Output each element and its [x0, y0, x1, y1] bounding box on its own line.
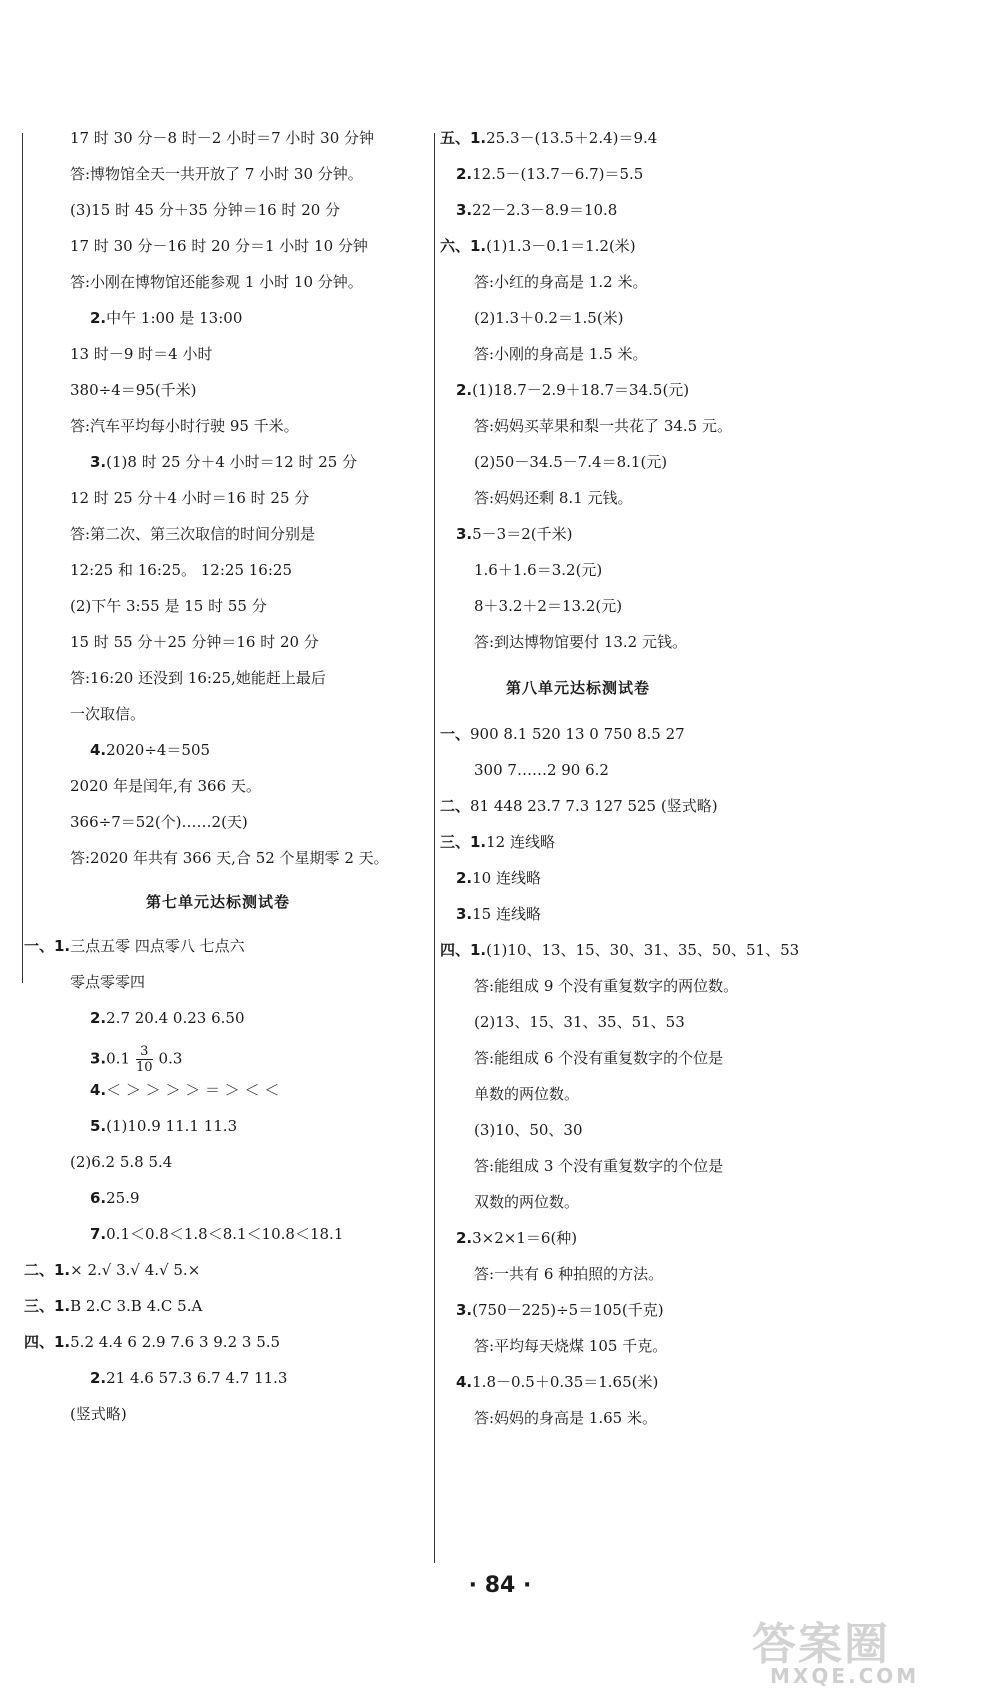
answer-line — [90, 1188, 140, 1208]
answer-text: 366÷7＝52(个)……2(天) — [70, 813, 248, 831]
answer-line — [70, 632, 319, 652]
answer-text: 1.8－0.5＋0.35＝1.65(米) — [472, 1373, 659, 1391]
answer-text: (1)8 时 25 分＋4 小时＝12 时 25 分 — [106, 453, 358, 471]
question-number: 2. — [456, 869, 473, 887]
answer-line — [70, 524, 315, 544]
answer-line — [456, 1372, 658, 1392]
question-number: 三、1. — [440, 833, 487, 851]
question-number: 2. — [456, 381, 473, 399]
watermark-en: MXQE.COM — [770, 1664, 920, 1688]
answer-text: (2)13、15、31、35、51、53 — [474, 1013, 685, 1031]
answer-line — [440, 236, 636, 256]
answer-text: × 2.√ 3.√ 4.√ 5.× — [70, 1261, 201, 1279]
question-number: 2. — [90, 1009, 107, 1027]
answer-line — [70, 128, 374, 148]
answer-text: 答:妈妈买苹果和梨一共花了 34.5 元。 — [474, 417, 732, 435]
answer-text: 答:博物馆全天一共开放了 7 小时 30 分钟。 — [70, 165, 363, 183]
answer-text: 15 连线略 — [472, 905, 541, 923]
answer-text: 0.1 — [106, 1049, 130, 1068]
answer-text: 0.1＜0.8＜1.8＜8.1＜10.8＜18.1 — [106, 1225, 344, 1243]
answer-text: 81 448 23.7 7.3 127 525 (竖式略) — [470, 797, 718, 815]
question-number: 四、1. — [440, 941, 487, 959]
answer-line — [440, 832, 555, 852]
answer-text: 答:妈妈的身高是 1.65 米。 — [474, 1409, 657, 1427]
answer-text: 2020÷4＝505 — [106, 741, 211, 759]
answer-text: (2)下午 3:55 是 15 时 55 分 — [70, 597, 267, 615]
answer-text: 答:能组成 9 个没有重复数字的两位数。 — [474, 977, 739, 995]
answer-line — [474, 1192, 579, 1212]
answer-text: 10 连线略 — [472, 869, 541, 887]
answer-line — [440, 724, 685, 744]
question-number: 5. — [90, 1117, 107, 1135]
answer-text: 2020 年是闰年,有 366 天。 — [70, 777, 261, 795]
question-number: 二、1. — [24, 1261, 71, 1279]
answer-line — [70, 704, 145, 724]
answer-text: 答:2020 年共有 366 天,合 52 个星期零 2 天。 — [70, 849, 389, 867]
question-number: 六、1. — [440, 237, 487, 255]
answer-text: 5－3＝2(千米) — [472, 525, 573, 543]
answer-line — [440, 940, 799, 960]
answer-text: 单数的两位数。 — [474, 1085, 580, 1103]
answer-text: 8＋3.2＋2＝13.2(元) — [474, 597, 623, 615]
answer-text: 3×2×1＝6(种) — [472, 1229, 578, 1247]
answer-text: 300 7……2 90 6.2 — [474, 761, 609, 779]
answer-line — [474, 344, 647, 364]
question-number: 2. — [456, 165, 473, 183]
answer-line — [70, 776, 261, 796]
question-number: 3. — [90, 1049, 107, 1068]
answer-text: (2)6.2 5.8 5.4 — [70, 1153, 173, 1171]
answer-text: 1.6＋1.6＝3.2(元) — [474, 561, 603, 579]
question-number: 3. — [456, 905, 473, 923]
fraction-denominator: 10 — [136, 1060, 153, 1075]
left-margin-rule — [22, 133, 23, 983]
answer-line — [456, 200, 617, 220]
answer-line — [474, 1408, 657, 1428]
answer-text: (1)10、13、15、30、31、35、50、51、53 — [486, 941, 800, 959]
answer-text: 25.9 — [106, 1189, 140, 1207]
answer-text: (2)1.3＋0.2＝1.5(米) — [474, 309, 624, 327]
answer-text: 2.7 20.4 0.23 6.50 — [106, 1009, 245, 1027]
answer-line — [456, 380, 689, 400]
answer-text: 答:能组成 6 个没有重复数字的个位是 — [474, 1049, 724, 1067]
answer-line — [474, 560, 602, 580]
answer-line — [474, 308, 624, 328]
answer-text: (竖式略) — [70, 1405, 127, 1423]
question-number: 2. — [90, 309, 107, 327]
answer-line — [90, 1008, 245, 1028]
answer-text: 答:16:20 还没到 16:25,她能赶上最后 — [70, 669, 326, 687]
fraction — [136, 1044, 153, 1075]
answer-line — [70, 416, 299, 436]
answer-line — [24, 936, 245, 956]
answer-text: 答:小红的身高是 1.2 米。 — [474, 273, 648, 291]
answer-line — [90, 1044, 183, 1075]
watermark-cn: 答案圈 — [752, 1619, 890, 1670]
answer-line — [474, 596, 622, 616]
question-number: 6. — [90, 1189, 107, 1207]
answer-text: 13 时－9 时＝4 小时 — [70, 345, 213, 363]
answer-text: 答:到达博物馆要付 13.2 元钱。 — [474, 633, 687, 651]
answer-line — [90, 740, 210, 760]
answer-line — [90, 1224, 343, 1244]
answer-line — [90, 452, 357, 472]
answer-line — [474, 1048, 723, 1068]
answer-text: 双数的两位数。 — [474, 1193, 580, 1211]
answer-text: 25.3－(13.5＋2.4)＝9.4 — [486, 129, 658, 147]
question-number: 一、1. — [24, 937, 71, 955]
answer-text: 答:一共有 6 种拍照的方法。 — [474, 1265, 664, 1283]
answer-line — [456, 524, 572, 544]
answer-line — [70, 972, 145, 992]
answer-line — [456, 1300, 664, 1320]
column-divider — [434, 133, 435, 1563]
answer-line — [456, 164, 643, 184]
fraction-numerator: 3 — [136, 1044, 153, 1060]
answer-line — [24, 1260, 200, 1280]
answer-line — [474, 1084, 579, 1104]
answer-text: 零点零零四 — [70, 973, 146, 991]
answer-line — [474, 272, 647, 292]
answer-line — [24, 1296, 202, 1316]
answer-line — [474, 1120, 583, 1140]
answer-text: 12 时 25 分＋4 小时＝16 时 25 分 — [70, 489, 310, 507]
answer-text: 答:小刚的身高是 1.5 米。 — [474, 345, 648, 363]
answer-line — [70, 164, 363, 184]
answer-line — [474, 976, 738, 996]
answer-line — [474, 1156, 723, 1176]
question-number: 4. — [90, 1081, 107, 1099]
answer-text: 380÷4＝95(千米) — [70, 381, 197, 399]
answer-line — [70, 668, 326, 688]
answer-text: 12 连线略 — [486, 833, 555, 851]
answer-line — [70, 596, 267, 616]
answer-line — [70, 848, 389, 868]
answer-line — [440, 796, 718, 816]
question-number: 一、 — [440, 725, 471, 743]
answer-line — [70, 560, 292, 580]
answer-text: (3)15 时 45 分＋35 分钟＝16 时 20 分 — [70, 201, 341, 219]
answer-text: 17 时 30 分－8 时－2 小时＝7 小时 30 分钟 — [70, 129, 375, 147]
question-number: 4. — [456, 1373, 473, 1391]
answer-text: 一次取信。 — [70, 705, 146, 723]
question-number: 3. — [456, 1301, 473, 1319]
answer-line — [474, 760, 609, 780]
answer-text: 答:平均每天烧煤 105 千克。 — [474, 1337, 668, 1355]
answer-line — [474, 1264, 663, 1284]
answer-line — [474, 452, 667, 472]
answer-line — [474, 632, 687, 652]
answer-text: (1)1.3－0.1＝1.2(米) — [486, 237, 636, 255]
answer-text: (1)18.7－2.9＋18.7＝34.5(元) — [472, 381, 690, 399]
answer-line — [90, 308, 242, 328]
answer-text: 12:25 和 16:25。 12:25 16:25 — [70, 561, 292, 579]
answer-line — [24, 1332, 280, 1352]
section-title: 第八单元达标测试卷 — [506, 679, 651, 697]
answer-line — [70, 380, 197, 400]
answer-line — [474, 416, 732, 436]
question-number: 3. — [456, 201, 473, 219]
answer-text: 答:第二次、第三次取信的时间分别是 — [70, 525, 316, 543]
answer-line — [90, 1080, 279, 1100]
answer-text: 15 时 55 分＋25 分钟＝16 时 20 分 — [70, 633, 319, 651]
answer-text: 22－2.3－8.9＝10.8 — [472, 201, 618, 219]
watermark-logo — [738, 1608, 988, 1690]
question-number: 五、1. — [440, 129, 487, 147]
answer-line — [70, 1404, 127, 1424]
answer-line — [456, 1228, 577, 1248]
question-number: 3. — [456, 525, 473, 543]
question-number: 4. — [90, 741, 107, 759]
answer-text: 17 时 30 分－16 时 20 分＝1 小时 10 分钟 — [70, 237, 368, 255]
answer-line — [474, 488, 632, 508]
answer-line — [70, 236, 368, 256]
answer-text: 答:汽车平均每小时行驶 95 千米。 — [70, 417, 299, 435]
question-number: 3. — [90, 453, 107, 471]
question-number: 三、1. — [24, 1297, 71, 1315]
answer-text-after: 0.3 — [158, 1049, 183, 1068]
answer-text: (1)10.9 11.1 11.3 — [106, 1117, 238, 1135]
answer-text: 答:小刚在博物馆还能参观 1 小时 10 分钟。 — [70, 273, 363, 291]
question-number: 2. — [456, 1229, 473, 1247]
answer-line — [90, 1368, 287, 1388]
answer-line — [456, 868, 541, 888]
answer-text: 答:妈妈还剩 8.1 元钱。 — [474, 489, 633, 507]
answer-text: (750－225)÷5＝105(千克) — [472, 1301, 664, 1319]
question-number: 二、 — [440, 797, 471, 815]
answer-text: 三点五零 四点零八 七点六 — [70, 937, 245, 955]
answer-text: (2)50－34.5－7.4＝8.1(元) — [474, 453, 668, 471]
section-title: 第七单元达标测试卷 — [146, 893, 291, 911]
answer-line — [474, 1336, 667, 1356]
answer-line — [70, 1152, 172, 1172]
question-number: 7. — [90, 1225, 107, 1243]
answer-text: (3)10、50、30 — [474, 1121, 583, 1139]
answer-text: 答:能组成 3 个没有重复数字的个位是 — [474, 1157, 724, 1175]
answer-text: 5.2 4.4 6 2.9 7.6 3 9.2 3 5.5 — [70, 1333, 281, 1351]
answer-text: B 2.C 3.B 4.C 5.A — [70, 1297, 203, 1315]
question-number: 四、1. — [24, 1333, 71, 1351]
answer-line — [70, 812, 248, 832]
answer-text: 21 4.6 57.3 6.7 4.7 11.3 — [106, 1369, 288, 1387]
answer-text: 中午 1:00 是 13:00 — [106, 309, 243, 327]
answer-text: 900 8.1 520 13 0 750 8.5 27 — [470, 725, 685, 743]
answer-line — [70, 200, 340, 220]
page-number: · 84 · — [468, 1573, 532, 1598]
answer-line — [70, 488, 309, 508]
answer-line — [90, 1116, 237, 1136]
answer-line — [70, 272, 363, 292]
answer-text: 12.5－(13.7－6.7)＝5.5 — [472, 165, 644, 183]
answer-line — [474, 1012, 685, 1032]
answer-text: ＜ ＞ ＞ ＞ ＞ ＝ ＞ ＜ ＜ — [106, 1081, 280, 1099]
question-number: 2. — [90, 1369, 107, 1387]
answer-line — [440, 128, 657, 148]
answer-line — [70, 344, 212, 364]
answer-line — [456, 904, 541, 924]
